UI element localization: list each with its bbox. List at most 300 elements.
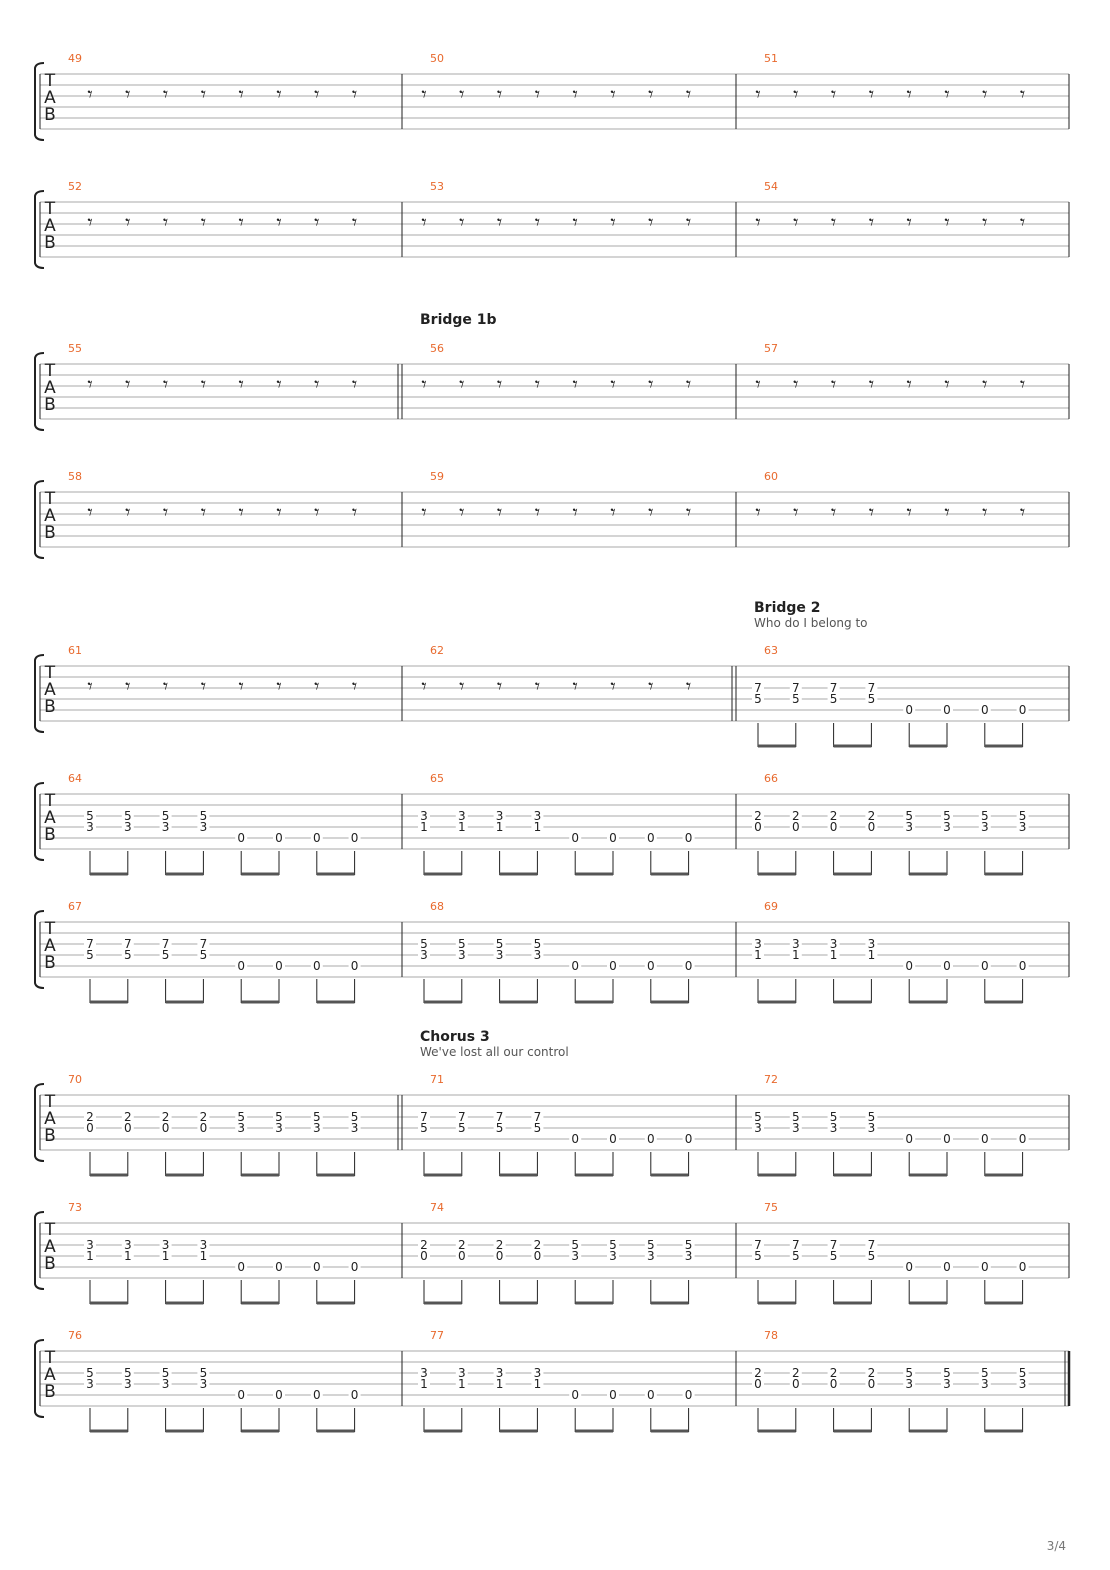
eighth-rest: 𝄾: [1019, 372, 1026, 396]
fret-number: 0: [161, 1121, 170, 1135]
eighth-rest: 𝄾: [314, 210, 320, 234]
fret-number: 0: [312, 959, 321, 973]
fret-number: 0: [420, 1249, 428, 1263]
measure-number: 74: [430, 1201, 444, 1214]
fret-number: 0: [609, 1132, 617, 1146]
fret-number: 7: [829, 681, 838, 695]
eighth-rest: 𝄾: [1019, 210, 1026, 234]
fret-number: 5: [420, 937, 428, 951]
fret-number: 0: [1018, 959, 1027, 973]
tab-clef-letter: B: [44, 825, 56, 845]
tab-system: [35, 772, 1069, 875]
fret-number: 3: [312, 1121, 321, 1135]
eighth-rest: 𝄾: [534, 500, 541, 524]
fret-number: 3: [1018, 820, 1027, 834]
measure-number: 52: [68, 180, 82, 193]
eighth-rest: 𝄾: [982, 210, 988, 234]
measure-number: 53: [430, 180, 444, 193]
measure-number: 63: [764, 644, 778, 657]
fret-number: 5: [495, 937, 504, 951]
measure-number: 66: [764, 772, 778, 785]
tab-clef-letter: B: [44, 697, 56, 717]
eighth-rest: 𝄾: [610, 674, 616, 698]
measure-number: 58: [68, 470, 82, 483]
eighth-rest: 𝄾: [459, 372, 465, 396]
fret-number: 3: [1018, 1377, 1027, 1391]
fret-number: 3: [123, 1377, 132, 1391]
fret-number: 7: [199, 937, 208, 951]
tab-clef-letter: T: [44, 1348, 56, 1368]
eighth-rest: 𝄾: [830, 210, 837, 234]
eighth-rest: 𝄾: [459, 82, 465, 106]
fret-number: 0: [829, 1377, 838, 1391]
fret-number: 0: [237, 1388, 246, 1402]
fret-number: 1: [457, 1377, 466, 1391]
eighth-rest: 𝄾: [314, 372, 320, 396]
eighth-rest: 𝄾: [755, 82, 761, 106]
fret-number: 5: [161, 948, 170, 962]
measure-number: 65: [430, 772, 444, 785]
fret-number: 0: [905, 959, 914, 973]
eighth-rest: 𝄾: [200, 372, 207, 396]
fret-number: 3: [754, 1121, 762, 1135]
tab-clef-letter: B: [44, 1254, 56, 1274]
eighth-rest: 𝄾: [685, 210, 692, 234]
eighth-rest: 𝄾: [534, 674, 541, 698]
fret-number: 5: [829, 692, 838, 706]
tab-clef-letter: T: [44, 71, 56, 91]
eighth-rest: 𝄾: [944, 372, 950, 396]
tab-clef-letter: A: [44, 1237, 56, 1257]
fret-number: 0: [646, 831, 655, 845]
fret-number: 2: [199, 1110, 208, 1124]
fret-number: 0: [237, 831, 246, 845]
fret-number: 5: [457, 1121, 466, 1135]
tab-system: [35, 900, 1069, 1003]
fret-number: 0: [350, 1260, 359, 1274]
fret-number: 2: [754, 1366, 762, 1380]
fret-number: 0: [350, 1388, 359, 1402]
eighth-rest: 𝄾: [87, 82, 93, 106]
measure-number: 56: [430, 342, 444, 355]
eighth-rest: 𝄾: [944, 210, 950, 234]
eighth-rest: 𝄾: [906, 82, 912, 106]
eighth-rest: 𝄾: [610, 500, 616, 524]
eighth-rest: 𝄾: [125, 372, 131, 396]
fret-number: 0: [646, 959, 655, 973]
fret-number: 1: [420, 820, 428, 834]
eighth-rest: 𝄾: [351, 82, 358, 106]
fret-number: 0: [237, 1260, 246, 1274]
eighth-rest: 𝄾: [685, 500, 692, 524]
tab-clef-letter: T: [44, 489, 56, 509]
fret-number: 0: [1018, 1132, 1027, 1146]
fret-number: 5: [1018, 1366, 1027, 1380]
measure-number: 59: [430, 470, 444, 483]
eighth-rest: 𝄾: [238, 372, 244, 396]
eighth-rest: 𝄾: [830, 500, 837, 524]
fret-number: 3: [457, 1366, 466, 1380]
fret-number: 2: [791, 1366, 800, 1380]
measure-number: 67: [68, 900, 82, 913]
fret-number: 5: [237, 1110, 246, 1124]
fret-number: 0: [684, 959, 693, 973]
fret-number: 5: [829, 1110, 838, 1124]
fret-number: 5: [123, 809, 132, 823]
fret-number: 1: [533, 820, 542, 834]
eighth-rest: 𝄾: [238, 500, 244, 524]
tab-clef-letter: T: [44, 1220, 56, 1240]
tab-system: [35, 180, 1069, 268]
fret-number: 0: [86, 1121, 94, 1135]
tab-clef-letter: B: [44, 1126, 56, 1146]
fret-number: 2: [420, 1238, 428, 1252]
fret-number: 5: [161, 809, 170, 823]
fret-number: 0: [199, 1121, 208, 1135]
fret-number: 0: [571, 959, 580, 973]
fret-number: 3: [350, 1121, 359, 1135]
eighth-rest: 𝄾: [793, 82, 799, 106]
eighth-rest: 𝄾: [755, 210, 761, 234]
eighth-rest: 𝄾: [906, 210, 912, 234]
fret-number: 0: [980, 703, 989, 717]
tab-clef-letter: A: [44, 1109, 56, 1129]
fret-number: 5: [420, 1121, 428, 1135]
eighth-rest: 𝄾: [87, 372, 93, 396]
fret-number: 2: [123, 1110, 132, 1124]
fret-number: 0: [684, 1388, 693, 1402]
eighth-rest: 𝄾: [610, 82, 616, 106]
measure-number: 69: [764, 900, 778, 913]
tab-clef-letter: A: [44, 1365, 56, 1385]
tab-system: [35, 1201, 1069, 1304]
fret-number: 5: [754, 1110, 762, 1124]
fret-number: 2: [495, 1238, 504, 1252]
page-number: 3/4: [1046, 1539, 1066, 1553]
eighth-rest: 𝄾: [459, 674, 465, 698]
eighth-rest: 𝄾: [421, 82, 427, 106]
eighth-rest: 𝄾: [906, 500, 912, 524]
fret-number: 2: [829, 1366, 838, 1380]
tab-clef-letter: T: [44, 1092, 56, 1112]
fret-number: 5: [533, 1121, 542, 1135]
measure-number: 68: [430, 900, 444, 913]
fret-number: 5: [943, 1366, 951, 1380]
fret-number: 5: [86, 1366, 94, 1380]
fret-number: 3: [571, 1249, 580, 1263]
fret-number: 3: [533, 948, 542, 962]
fret-number: 5: [457, 937, 466, 951]
tab-system: [35, 1329, 1069, 1432]
fret-number: 1: [457, 820, 466, 834]
eighth-rest: 𝄾: [238, 674, 244, 698]
tab-clef-letter: A: [44, 88, 56, 108]
eighth-rest: 𝄾: [755, 372, 761, 396]
tab-system: [35, 600, 1069, 747]
tab-clef-letter: A: [44, 378, 56, 398]
measure-number: 72: [764, 1073, 778, 1086]
fret-number: 0: [571, 831, 580, 845]
fret-number: 5: [1018, 809, 1027, 823]
fret-number: 1: [86, 1249, 94, 1263]
fret-number: 0: [684, 831, 693, 845]
tab-clef-letter: T: [44, 199, 56, 219]
fret-number: 3: [980, 1377, 989, 1391]
fret-number: 0: [237, 959, 246, 973]
eighth-rest: 𝄾: [351, 210, 358, 234]
fret-number: 7: [754, 681, 762, 695]
fret-number: 5: [312, 1110, 321, 1124]
fret-number: 3: [646, 1249, 655, 1263]
eighth-rest: 𝄾: [162, 82, 169, 106]
measure-number: 77: [430, 1329, 444, 1342]
fret-number: 0: [609, 831, 617, 845]
eighth-rest: 𝄾: [572, 372, 578, 396]
fret-number: 2: [867, 1366, 876, 1380]
eighth-rest: 𝄾: [421, 674, 427, 698]
fret-number: 3: [123, 1238, 132, 1252]
eighth-rest: 𝄾: [868, 82, 875, 106]
tab-clef-letter: A: [44, 936, 56, 956]
tab-system: [35, 312, 1069, 430]
fret-number: 3: [867, 1121, 876, 1135]
fret-number: 3: [86, 1377, 94, 1391]
fret-number: 5: [754, 1249, 762, 1263]
fret-number: 0: [350, 831, 359, 845]
measure-number: 51: [764, 52, 778, 65]
eighth-rest: 𝄾: [868, 210, 875, 234]
fret-number: 0: [609, 1388, 617, 1402]
fret-number: 0: [312, 1388, 321, 1402]
fret-number: 0: [275, 1388, 283, 1402]
tab-clef-letter: B: [44, 953, 56, 973]
fret-number: 5: [495, 1121, 504, 1135]
fret-number: 3: [829, 937, 838, 951]
fret-number: 5: [646, 1238, 655, 1252]
section-marker: Chorus 3: [420, 1029, 490, 1045]
fret-number: 0: [312, 1260, 321, 1274]
fret-number: 7: [791, 1238, 800, 1252]
fret-number: 5: [905, 809, 914, 823]
fret-number: 0: [791, 820, 800, 834]
fret-number: 2: [533, 1238, 542, 1252]
fret-number: 7: [495, 1110, 504, 1124]
fret-number: 2: [161, 1110, 170, 1124]
eighth-rest: 𝄾: [830, 82, 837, 106]
fret-number: 0: [571, 1132, 580, 1146]
eighth-rest: 𝄾: [572, 82, 578, 106]
eighth-rest: 𝄾: [534, 210, 541, 234]
fret-number: 3: [943, 820, 951, 834]
eighth-rest: 𝄾: [496, 82, 503, 106]
measure-number: 60: [764, 470, 778, 483]
eighth-rest: 𝄾: [572, 210, 578, 234]
fret-number: 0: [312, 831, 321, 845]
fret-number: 7: [420, 1110, 428, 1124]
eighth-rest: 𝄾: [1019, 500, 1026, 524]
fret-number: 3: [495, 948, 504, 962]
fret-number: 7: [161, 937, 170, 951]
eighth-rest: 𝄾: [685, 82, 692, 106]
fret-number: 5: [199, 809, 208, 823]
fret-number: 0: [905, 1260, 914, 1274]
fret-number: 7: [829, 1238, 838, 1252]
eighth-rest: 𝄾: [534, 372, 541, 396]
fret-number: 0: [905, 703, 914, 717]
eighth-rest: 𝄾: [276, 210, 282, 234]
fret-number: 5: [350, 1110, 359, 1124]
eighth-rest: 𝄾: [982, 500, 988, 524]
eighth-rest: 𝄾: [755, 500, 761, 524]
fret-number: 0: [829, 820, 838, 834]
fret-number: 5: [199, 948, 208, 962]
eighth-rest: 𝄾: [534, 82, 541, 106]
eighth-rest: 𝄾: [793, 210, 799, 234]
tab-clef-letter: T: [44, 919, 56, 939]
fret-number: 5: [684, 1238, 693, 1252]
fret-number: 2: [86, 1110, 94, 1124]
fret-number: 7: [533, 1110, 542, 1124]
fret-number: 3: [199, 820, 208, 834]
eighth-rest: 𝄾: [200, 210, 207, 234]
fret-number: 0: [980, 1260, 989, 1274]
fret-number: 5: [943, 809, 951, 823]
fret-number: 5: [609, 1238, 617, 1252]
fret-number: 0: [943, 1132, 951, 1146]
fret-number: 1: [533, 1377, 542, 1391]
fret-number: 0: [943, 959, 951, 973]
fret-number: 3: [420, 1366, 428, 1380]
measure-number: 73: [68, 1201, 82, 1214]
eighth-rest: 𝄾: [648, 210, 654, 234]
tab-clef-letter: B: [44, 523, 56, 543]
fret-number: 5: [791, 692, 800, 706]
tab-system: [35, 52, 1069, 140]
fret-number: 5: [754, 692, 762, 706]
tab-clef-letter: A: [44, 506, 56, 526]
eighth-rest: 𝄾: [314, 82, 320, 106]
fret-number: 0: [275, 1260, 283, 1274]
eighth-rest: 𝄾: [276, 372, 282, 396]
fret-number: 0: [533, 1249, 542, 1263]
fret-number: 2: [867, 809, 876, 823]
fret-number: 7: [123, 937, 132, 951]
fret-number: 1: [829, 948, 838, 962]
fret-number: 5: [533, 937, 542, 951]
fret-number: 7: [86, 937, 94, 951]
fret-number: 0: [1018, 703, 1027, 717]
fret-number: 3: [867, 937, 876, 951]
tab-clef-letter: B: [44, 1382, 56, 1402]
eighth-rest: 𝄾: [982, 372, 988, 396]
eighth-rest: 𝄾: [459, 210, 465, 234]
fret-number: 3: [495, 1366, 504, 1380]
fret-number: 3: [457, 809, 466, 823]
eighth-rest: 𝄾: [125, 82, 131, 106]
fret-number: 0: [943, 1260, 951, 1274]
fret-number: 3: [943, 1377, 951, 1391]
fret-number: 3: [791, 937, 800, 951]
eighth-rest: 𝄾: [276, 500, 282, 524]
fret-number: 5: [980, 809, 989, 823]
measure-number: 62: [430, 644, 444, 657]
fret-number: 0: [457, 1249, 466, 1263]
tab-system: [35, 470, 1069, 558]
fret-number: 7: [867, 681, 876, 695]
fret-number: 5: [571, 1238, 580, 1252]
fret-number: 5: [275, 1110, 283, 1124]
fret-number: 7: [457, 1110, 466, 1124]
fret-number: 5: [867, 1249, 876, 1263]
fret-number: 3: [199, 1377, 208, 1391]
eighth-rest: 𝄾: [125, 500, 131, 524]
lyric-line: Who do I belong to: [754, 616, 868, 630]
eighth-rest: 𝄾: [1019, 82, 1026, 106]
eighth-rest: 𝄾: [648, 674, 654, 698]
fret-number: 3: [86, 1238, 94, 1252]
eighth-rest: 𝄾: [125, 210, 131, 234]
fret-number: 3: [754, 937, 762, 951]
fret-number: 3: [980, 820, 989, 834]
tab-clef-letter: A: [44, 216, 56, 236]
eighth-rest: 𝄾: [351, 372, 358, 396]
eighth-rest: 𝄾: [276, 82, 282, 106]
measure-number: 64: [68, 772, 82, 785]
fret-number: 0: [275, 831, 283, 845]
fret-number: 2: [457, 1238, 466, 1252]
eighth-rest: 𝄾: [421, 210, 427, 234]
eighth-rest: 𝄾: [944, 500, 950, 524]
fret-number: 0: [867, 1377, 876, 1391]
fret-number: 3: [791, 1121, 800, 1135]
measure-number: 61: [68, 644, 82, 657]
fret-number: 3: [161, 1238, 170, 1252]
fret-number: 1: [754, 948, 762, 962]
fret-number: 2: [754, 809, 762, 823]
fret-number: 1: [867, 948, 876, 962]
fret-number: 3: [829, 1121, 838, 1135]
fret-number: 5: [791, 1249, 800, 1263]
measure-number: 71: [430, 1073, 444, 1086]
eighth-rest: 𝄾: [648, 372, 654, 396]
fret-number: 3: [275, 1121, 283, 1135]
fret-number: 0: [350, 959, 359, 973]
eighth-rest: 𝄾: [572, 500, 578, 524]
measure-number: 75: [764, 1201, 778, 1214]
eighth-rest: 𝄾: [868, 500, 875, 524]
fret-number: 0: [684, 1132, 693, 1146]
fret-number: 3: [161, 820, 170, 834]
fret-number: 5: [867, 692, 876, 706]
eighth-rest: 𝄾: [868, 372, 875, 396]
fret-number: 1: [791, 948, 800, 962]
fret-number: 3: [237, 1121, 246, 1135]
fret-number: 3: [86, 820, 94, 834]
fret-number: 5: [86, 809, 94, 823]
measure-number: 49: [68, 52, 82, 65]
tab-clef-letter: B: [44, 233, 56, 253]
eighth-rest: 𝄾: [685, 372, 692, 396]
eighth-rest: 𝄾: [572, 674, 578, 698]
measure-number: 55: [68, 342, 82, 355]
fret-number: 0: [1018, 1260, 1027, 1274]
fret-number: 5: [161, 1366, 170, 1380]
fret-number: 5: [791, 1110, 800, 1124]
fret-number: 0: [905, 1132, 914, 1146]
eighth-rest: 𝄾: [496, 674, 503, 698]
fret-number: 1: [495, 820, 504, 834]
eighth-rest: 𝄾: [906, 372, 912, 396]
